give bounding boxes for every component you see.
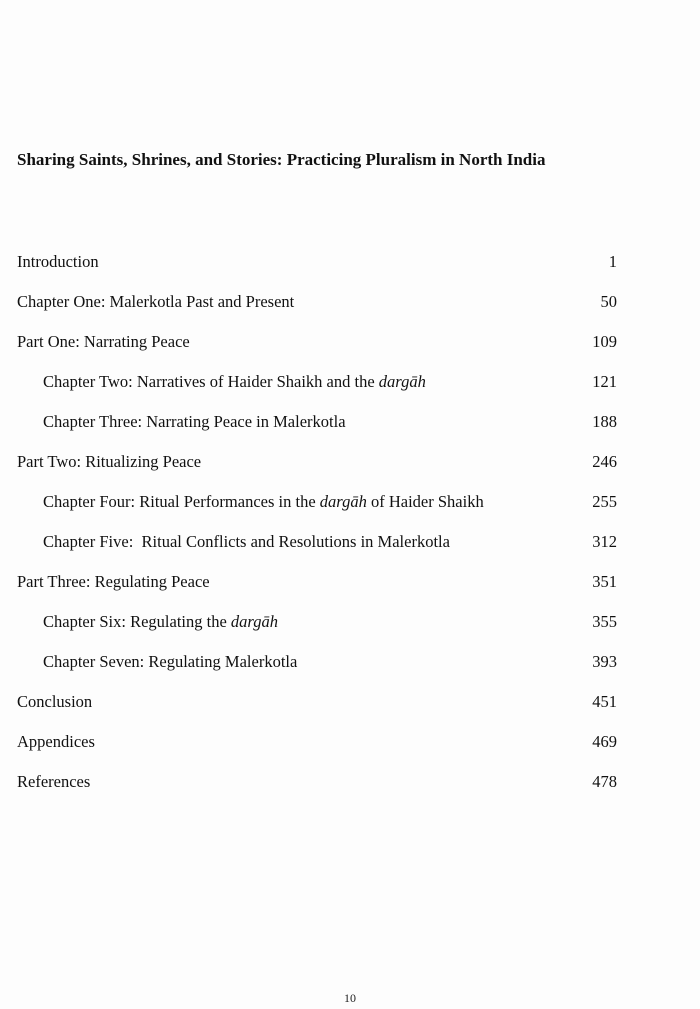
toc-entry-label: Chapter Five: Ritual Conflicts and Resolutions in Malerkotla	[43, 532, 450, 551]
toc-entry-page: 469	[592, 732, 617, 751]
toc-entry-chapter-three	[0, 410, 700, 450]
document-title: Sharing Saints, Shrines, and Stories: Practicing Pluralism in North India	[17, 150, 546, 169]
toc-entry-label: Chapter Two: Narratives of Haider Shaikh and the dargāh	[43, 372, 426, 391]
toc-entry-label: Part Three: Regulating Peace	[17, 572, 210, 591]
toc-entry-label: Chapter One: Malerkotla Past and Present	[17, 292, 295, 311]
toc-entry-page: 50	[600, 292, 617, 311]
toc-entry-label: Part Two: Ritualizing Peace	[17, 452, 202, 471]
toc-entry-part-one	[0, 330, 700, 370]
toc-entry-page: 393	[592, 652, 617, 671]
toc-entry-introduction	[0, 250, 700, 290]
toc-entry-page: 478	[592, 772, 617, 791]
toc-entry-references	[0, 770, 700, 810]
toc-entry-page: 351	[592, 572, 617, 591]
toc-entry-label: Introduction	[17, 252, 99, 271]
table-of-contents	[0, 250, 700, 810]
toc-entry-conclusion	[0, 690, 700, 730]
toc-entry-chapter-five	[0, 530, 700, 570]
toc-entry-chapter-one	[0, 290, 700, 330]
toc-entry-page: 121	[592, 372, 617, 391]
toc-entry-page: 255	[592, 492, 617, 511]
toc-entry-chapter-seven	[0, 650, 700, 690]
toc-entry-page: 451	[592, 692, 617, 711]
toc-entry-part-two	[0, 450, 700, 490]
toc-entry-appendices	[0, 730, 700, 770]
toc-entry-page: 109	[592, 332, 617, 351]
toc-entry-chapter-two	[0, 370, 700, 410]
toc-entry-label: Appendices	[17, 732, 95, 751]
toc-entry-page: 246	[592, 452, 617, 471]
toc-entry-label: Chapter Three: Narrating Peace in Malerkotla	[43, 412, 346, 431]
toc-entry-label: Chapter Four: Ritual Performances in the dargāh of Haider Shaikh	[43, 492, 484, 511]
toc-entry-chapter-six	[0, 610, 700, 650]
page-number: 10	[344, 991, 356, 1005]
toc-entry-chapter-four	[0, 490, 700, 530]
toc-entry-label: Conclusion	[17, 692, 93, 711]
toc-entry-label: Chapter Six: Regulating the dargāh	[43, 612, 278, 631]
toc-entry-label: References	[17, 772, 91, 791]
toc-entry-page: 1	[608, 252, 617, 271]
toc-entry-page: 188	[592, 412, 617, 431]
toc-entry-page: 355	[592, 612, 617, 631]
toc-entry-label: Chapter Seven: Regulating Malerkotla	[43, 652, 298, 671]
toc-entry-label: Part One: Narrating Peace	[17, 332, 190, 351]
toc-entry-part-three	[0, 570, 700, 610]
toc-entry-page: 312	[592, 532, 617, 551]
